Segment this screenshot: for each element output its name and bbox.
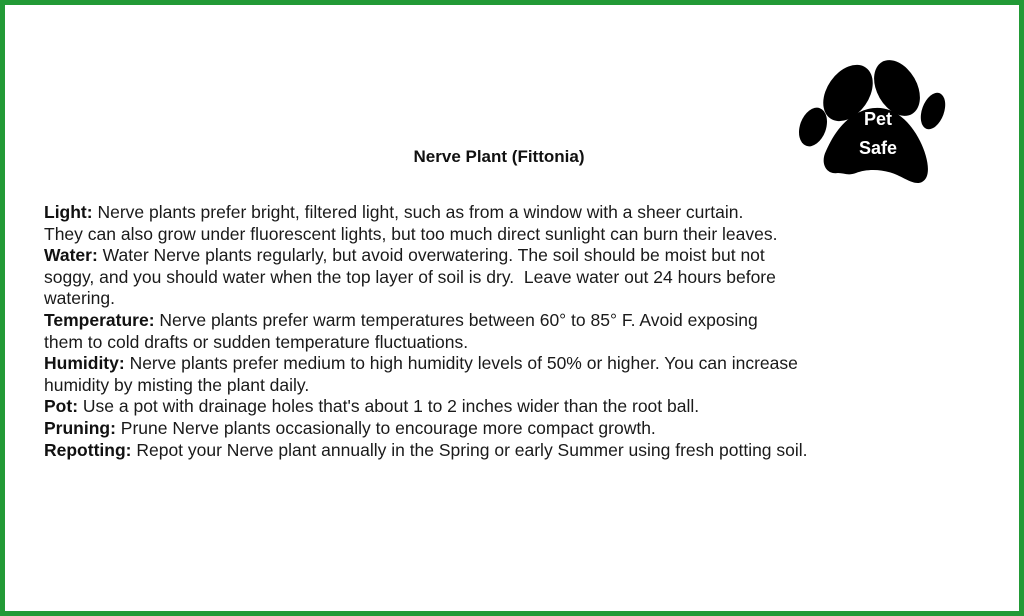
section-text: them to cold drafts or sudden temperature fluctuations.: [44, 331, 469, 352]
section-repotting: [44, 440, 1004, 462]
section-text: Nerve plants prefer bright, filtered light, such as from a window with a sheer curtain.: [92, 202, 744, 222]
section-label: Temperature:: [44, 309, 155, 330]
section-text: Nerve plants prefer medium to high humidity levels of 50% or higher. You can increase: [124, 353, 798, 374]
section-text: Water Nerve plants regularly, but avoid overwatering. The soil should be moist but not: [97, 245, 765, 266]
section-text: humidity by misting the plant daily.: [44, 374, 310, 395]
section-text: They can also grow under fluorescent lights, but too much direct sunlight can burn their leaves.: [44, 223, 778, 244]
section-pruning: [44, 418, 1004, 440]
section-water: [44, 245, 1004, 310]
care-instructions: [44, 202, 1004, 461]
section-label: Water:: [44, 245, 98, 266]
section-text: watering.: [44, 288, 116, 309]
section-pot: [44, 396, 1004, 418]
section-temperature: [44, 310, 1004, 353]
section-text: Prune Nerve plants occasionally to encourage more compact growth.: [115, 417, 656, 438]
section-label: Repotting:: [44, 439, 132, 460]
section-label: Humidity:: [44, 353, 125, 374]
section-text: Use a pot with drainage holes that's about 1 to 2 inches wider than the root ball.: [78, 396, 700, 417]
section-text: soggy, and you should water when the top layer of soil is dry. Leave water out 24 hours before: [44, 266, 776, 287]
section-light: [44, 202, 1004, 245]
page-title: Nerve Plant (Fittonia): [413, 147, 585, 166]
section-humidity: [44, 353, 1004, 396]
section-text: Repot your Nerve plant annually in the Spring or early Summer using fresh potting soil.: [131, 439, 808, 460]
pet-label: Pet: [863, 109, 892, 129]
section-label: Pruning:: [44, 417, 116, 438]
section-label: Light:: [44, 202, 93, 222]
section-label: Pot:: [44, 396, 79, 417]
safe-label: Safe: [858, 138, 898, 158]
section-text: Nerve plants prefer warm temperatures between 60° to 85° F. Avoid exposing: [154, 309, 758, 330]
